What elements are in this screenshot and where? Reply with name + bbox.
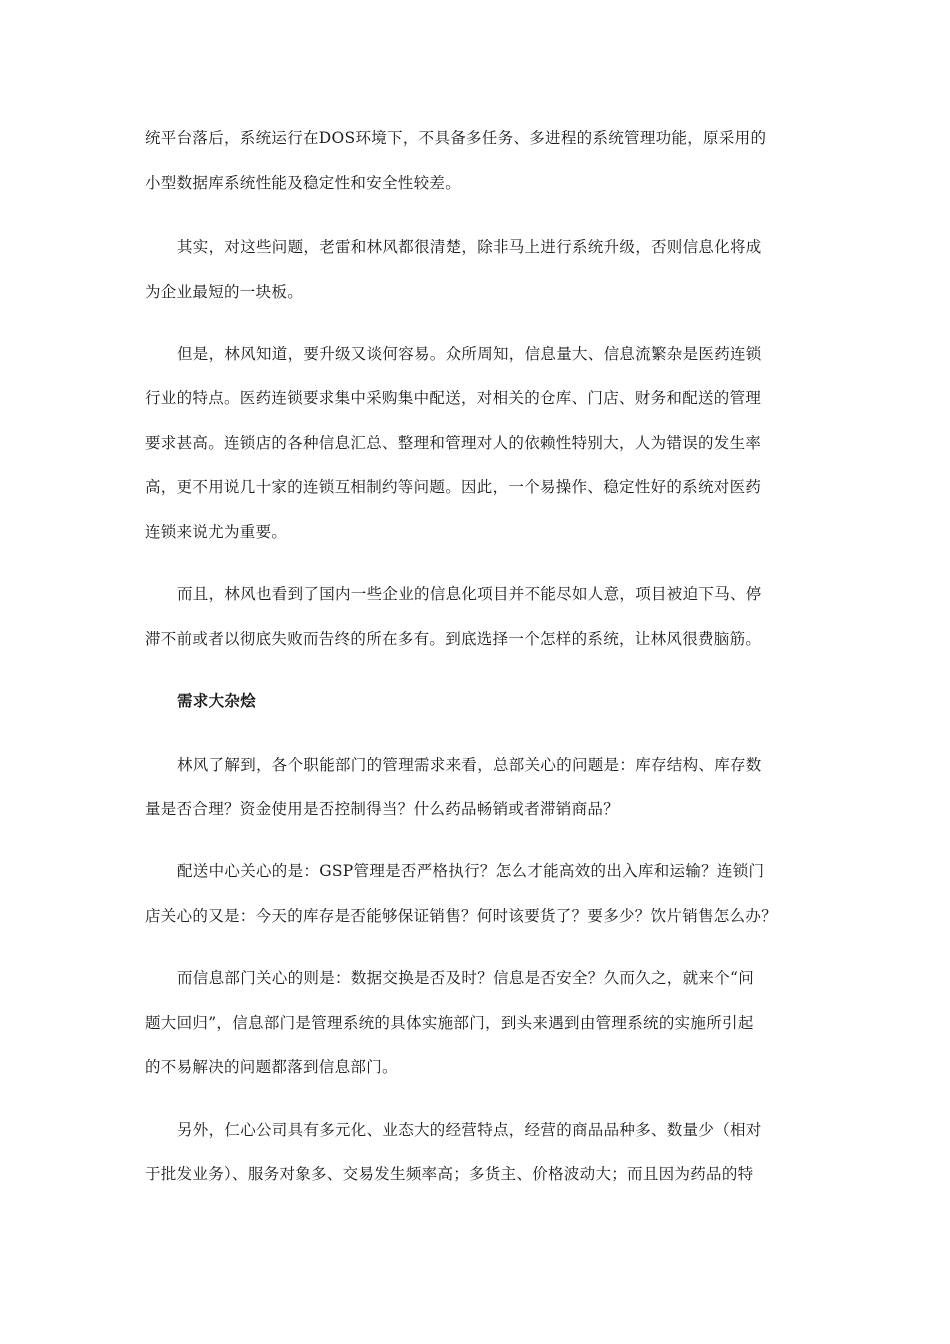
paragraph-line: 行业的特点。医药连锁要求集中采购集中配送，对相关的仓库、门店、财务和配送的管理 [145, 389, 762, 407]
paragraph-line: 配送中心关心的是：GSP管理是否严格执行？怎么才能高效的出入库和运输？连锁门 [177, 862, 765, 880]
paragraph-line: 的不易解决的问题都落到信息部门。 [145, 1058, 398, 1076]
paragraph-line: 滞不前或者以彻底失败而告终的所在多有。到底选择一个怎样的系统，让林风很费脑筋。 [145, 630, 762, 648]
paragraph-line: 为企业最短的一块板。 [145, 283, 304, 301]
paragraph-line: 要求甚高。连锁店的各种信息汇总、整理和管理对人的依赖性特别大，人为错误的发生率 [145, 434, 762, 452]
paragraph-line: 店关心的又是：今天的库存是否能够保证销售？何时该要货了？要多少？饮片销售怎么办？ [145, 907, 778, 925]
paragraph-line: 而且，林风也看到了国内一些企业的信息化项目并不能尽如人意，项目被迫下马、停 [177, 585, 762, 603]
paragraph-line: 题大回归”，信息部门是管理系统的具体实施部门，到头来遇到由管理系统的实施所引起 [145, 1014, 754, 1032]
paragraph-line: 高，更不用说几十家的连锁互相制约等问题。因此，一个易操作、稳定性好的系统对医药 [145, 478, 762, 496]
paragraph-line: 但是，林风知道，要升级又谈何容易。众所周知，信息量大、信息流繁杂是医药连锁 [177, 345, 762, 363]
paragraph-line: 量是否合理？资金使用是否控制得当？什么药品畅销或者滞销商品？ [145, 800, 620, 818]
paragraph-line: 统平台落后，系统运行在DOS环境下，不具备多任务、多进程的系统管理功能，原采用的 [145, 129, 767, 147]
paragraph-line: 小型数据库系统性能及稳定性和安全性较差。 [145, 174, 462, 192]
paragraph-line: 而信息部门关心的则是：数据交换是否及时？信息是否安全？久而久之，就来个“问 [177, 969, 755, 987]
paragraph-line: 另外，仁心公司具有多元化、业态大的经营特点，经营的商品品种多、数量少（相对 [177, 1121, 762, 1139]
paragraph-line: 其实，对这些问题，老雷和林风都很清楚，除非马上进行系统升级，否则信息化将成 [177, 238, 762, 256]
paragraph-line: 连锁来说尤为重要。 [145, 523, 288, 541]
paragraph-line: 于批发业务）、服务对象多、交易发生频率高；多货主、价格波动大；而且因为药品的特 [145, 1165, 754, 1183]
paragraph-line: 林风了解到，各个职能部门的管理需求来看，总部关心的问题是：库存结构、库存数 [177, 756, 762, 774]
section-heading: 需求大杂烩 [177, 691, 257, 710]
